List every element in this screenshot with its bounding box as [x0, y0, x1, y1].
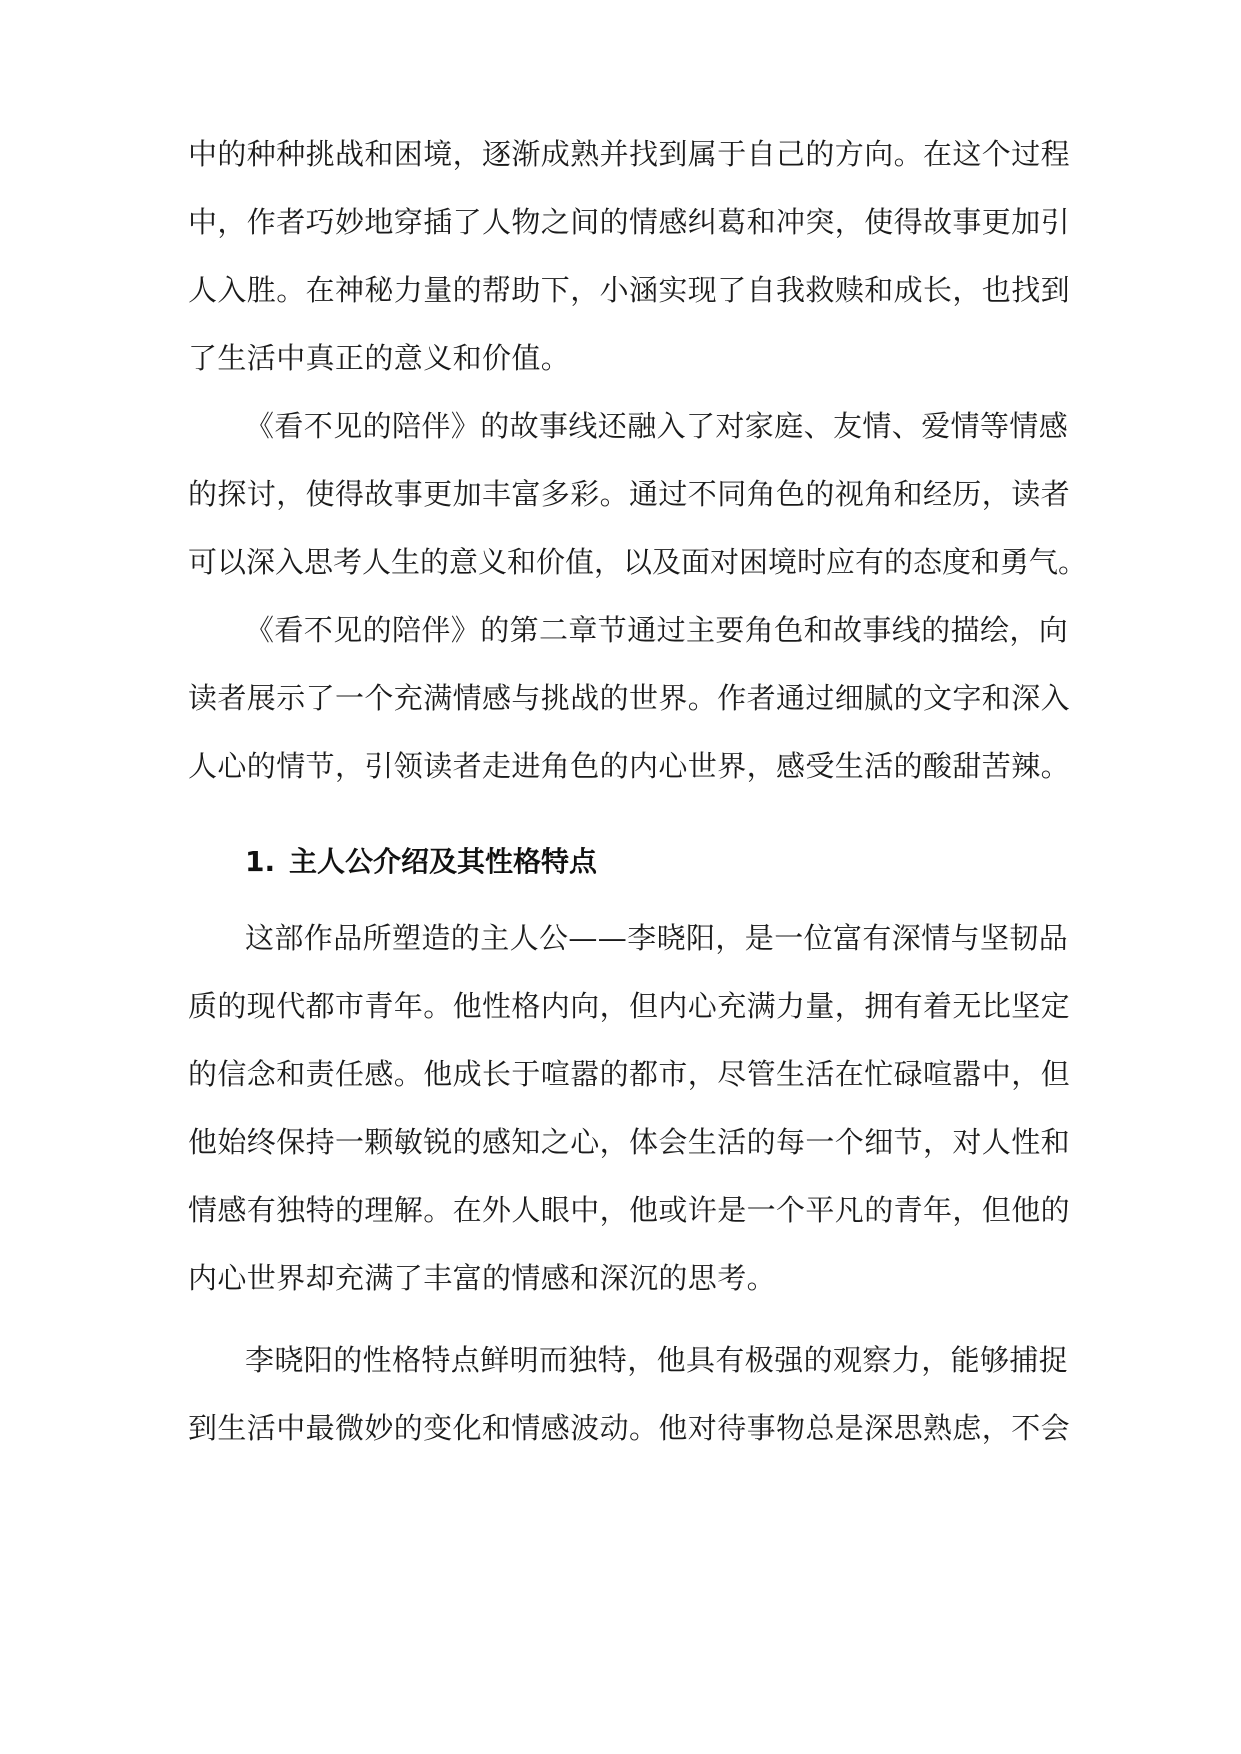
- paragraph-2-line-1: 《看不见的陪伴》的故事线还融入了对家庭、友情、爱情等情感: [245, 409, 1069, 443]
- paragraph-4-line-1: 这部作品所塑造的主人公——李晓阳，是一位富有深情与坚韧品: [245, 921, 1069, 955]
- paragraph-1-line-2: 中，作者巧妙地穿插了人物之间的情感纠葛和冲突，使得故事更加引: [188, 205, 1071, 239]
- paragraph-2-line-2: 的探讨，使得故事更加丰富多彩。通过不同角色的视角和经历，读者: [188, 477, 1071, 511]
- section-heading: [245, 842, 597, 882]
- paragraph-1-line-1: 中的种种挑战和困境，逐渐成熟并找到属于自己的方向。在这个过程: [188, 137, 1071, 171]
- section-heading-number: 1.: [245, 845, 276, 878]
- paragraph-4-line-6: 内心世界却充满了丰富的情感和深沉的思考。: [188, 1261, 777, 1295]
- paragraph-5-line-2: 到生活中最微妙的变化和情感波动。他对待事物总是深思熟虑，不会: [188, 1411, 1071, 1445]
- paragraph-4-line-4: 他始终保持一颗敏锐的感知之心，体会生活的每一个细节，对人性和: [188, 1125, 1071, 1159]
- paragraph-2-line-3: 可以深入思考人生的意义和价值，以及面对困境时应有的态度和勇气。: [188, 545, 1088, 579]
- paragraph-3-line-1: 《看不见的陪伴》的第二章节通过主要角色和故事线的描绘，向: [245, 613, 1069, 647]
- paragraph-4-line-3: 的信念和责任感。他成长于喧嚣的都市，尽管生活在忙碌喧嚣中，但: [188, 1057, 1071, 1091]
- paragraph-1-line-4: 了生活中真正的意义和价值。: [188, 341, 571, 375]
- paragraph-4-line-2: 质的现代都市青年。他性格内向，但内心充满力量，拥有着无比坚定: [188, 989, 1071, 1023]
- paragraph-5-line-1: 李晓阳的性格特点鲜明而独特，他具有极强的观察力，能够捕捉: [245, 1343, 1069, 1377]
- section-heading-title: 主人公介绍及其性格特点: [289, 845, 598, 878]
- paragraph-3-line-2: 读者展示了一个充满情感与挑战的世界。作者通过细腻的文字和深入: [188, 681, 1071, 715]
- paragraph-3-line-3: 人心的情节，引领读者走进角色的内心世界，感受生活的酸甜苦辣。: [188, 749, 1071, 783]
- paragraph-4-line-5: 情感有独特的理解。在外人眼中，他或许是一个平凡的青年，但他的: [188, 1193, 1071, 1227]
- paragraph-1-line-3: 人入胜。在神秘力量的帮助下，小涵实现了自我救赎和成长，也找到: [188, 273, 1071, 307]
